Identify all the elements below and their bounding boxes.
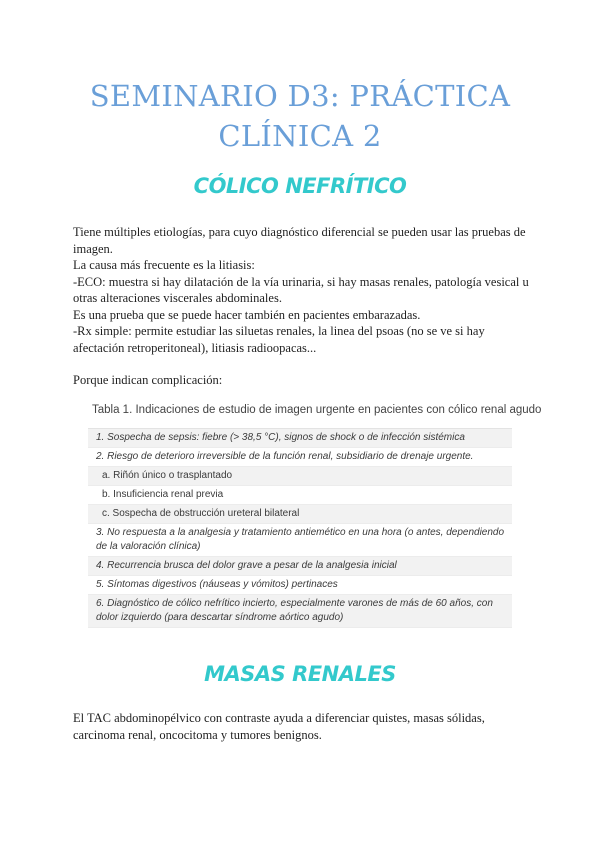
paragraph: La causa más frecuente es la litiasis:	[73, 258, 255, 272]
table-row: 4. Recurrencia brusca del dolor grave a pesar de la analgesia inicial	[88, 557, 512, 576]
paragraph: Tiene múltiples etiologías, para cuyo diagnóstico diferencial se pueden usar las pruebas de imagen.	[73, 225, 526, 256]
paragraph: Es una prueba que se puede hacer también en pacientes embarazadas.	[73, 307, 421, 322]
table-row: a. Riñón único o trasplantado	[88, 467, 512, 486]
table-body	[88, 428, 512, 628]
title-line-2: CLÍNICA 2	[218, 119, 382, 153]
intro-text	[73, 224, 533, 356]
table-row: b. Insuficiencia renal previa	[88, 486, 512, 505]
masas-text	[73, 710, 533, 743]
table-row: c. Sospecha de obstrucción ureteral bilateral	[88, 505, 512, 524]
table-caption: Tabla 1. Indicaciones de estudio de imagen urgente en pacientes con cólico renal agudo	[92, 404, 542, 416]
table-row: 2. Riesgo de deterioro irreversible de la función renal, subsidiario de drenaje urgente.	[88, 448, 512, 467]
section-heading-colico: CÓLICO NEFRÍTICO	[193, 174, 407, 198]
indications-table-image	[88, 404, 542, 628]
title-line-1: SEMINARIO D3: PRÁCTICA	[89, 79, 511, 113]
paragraph: -Rx simple: permite estudiar las siluetas renales, la linea del psoas (no se ve si hay afectación retroperitoneal), litiasis radioopacas...	[73, 324, 485, 355]
section-heading-masas: MASAS RENALES	[204, 662, 396, 686]
table-row: 1. Sospecha de sepsis: fiebre (> 38,5 °C), signos de shock o de infección sistémica	[88, 429, 512, 448]
paragraph: -ECO: muestra si hay dilatación de la vía urinaria, si hay masas renales, patología vesical u otras alteraciones viscerales abdominales.	[73, 274, 529, 305]
table-row: 3. No respuesta a la analgesia y tratamiento antiemético en una hora (o antes, dependiendo de la valoración clínica)	[88, 524, 512, 557]
paragraph: Porque indican complicación:	[73, 373, 223, 387]
paragraph: El TAC abdominopélvico con contraste ayuda a diferenciar quistes, masas sólidas, carcinoma renal, oncocitoma y tumores benignos.	[73, 711, 485, 742]
table-row: 5. Síntomas digestivos (náuseas y vómitos) pertinaces	[88, 576, 512, 595]
page-title	[0, 76, 600, 156]
porque-text	[73, 372, 533, 389]
table-row: 6. Diagnóstico de cólico nefrítico incierto, especialmente varones de más de 60 años, con dolor izquierdo (para descartar síndrome aórtico agudo)	[88, 595, 512, 628]
